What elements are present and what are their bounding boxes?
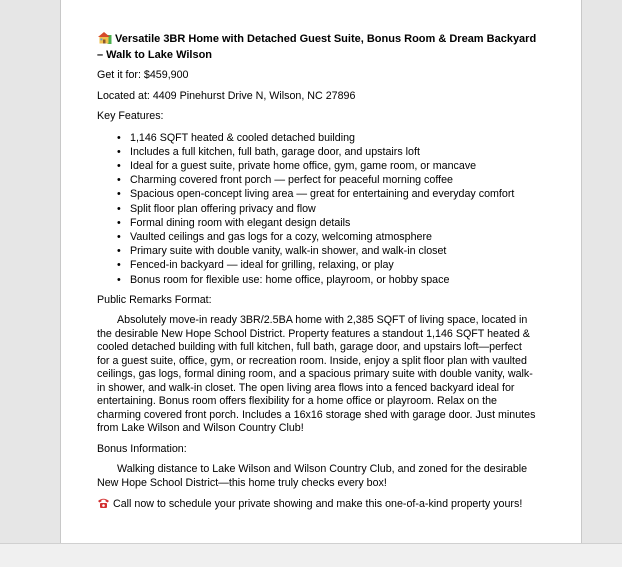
- call-to-action-text: Call now to schedule your private showing and make this one-of-a-kind property yours!: [113, 498, 523, 511]
- status-bar: [0, 543, 622, 567]
- list-item: • Split floor plan offering privacy and flow: [117, 202, 316, 215]
- list-item: • Includes a full kitchen, full bath, garage door, and upstairs loft: [117, 145, 420, 158]
- bullet-glyph: •: [117, 202, 121, 215]
- house-icon: [97, 31, 112, 49]
- bullet-glyph: •: [117, 174, 121, 187]
- bullet-glyph: •: [117, 188, 121, 201]
- bonus-heading: Bonus Information:: [97, 442, 187, 455]
- bullet-glyph: •: [117, 245, 121, 258]
- location-line: Located at: 4409 Pinehurst Drive N, Wilson, NC 27896: [97, 89, 356, 102]
- bullet-glyph: •: [117, 216, 121, 229]
- features-heading: Key Features:: [97, 110, 164, 122]
- list-item: • Primary suite with double vanity, walk-in shower, and walk-in closet: [117, 245, 447, 258]
- bullet-glyph: •: [117, 259, 121, 272]
- telephone-icon: [97, 497, 110, 514]
- bullet-glyph: •: [117, 159, 121, 172]
- list-item: • Vaulted ceilings and gas logs for a cozy, welcoming atmosphere: [117, 230, 432, 243]
- bullet-glyph: •: [117, 273, 121, 286]
- document-body: [97, 31, 537, 521]
- list-item: • Bonus room for flexible use: home office, playroom, or hobby space: [117, 273, 450, 286]
- bullet-glyph: •: [117, 145, 121, 158]
- features-list: [97, 131, 537, 287]
- list-item: • 1,146 SQFT heated & cooled detached building: [117, 131, 355, 144]
- list-item: • Ideal for a guest suite, private home office, gym, game room, or mancave: [117, 159, 477, 172]
- bullet-glyph: •: [117, 131, 121, 144]
- list-item: • Fenced-in backyard — ideal for grilling, relaxing, or play: [117, 259, 394, 272]
- list-item: • Formal dining room with elegant design details: [117, 216, 351, 229]
- listing-title: [97, 31, 537, 62]
- listing-title-text: Versatile 3BR Home with Detached Guest Suite, Bonus Room & Dream Backyard – Walk to Lake Wilson: [97, 33, 537, 61]
- remarks-paragraph: Absolutely move-in ready 3BR/2.5BA home with 2,385 SQFT of living space, located in the desirable New Hope School District. Property features a standout 1,146 SQFT heated & cooled detached building with full kitchen, full bath, garage door, and upstairs loft—perfect for a guest suite, office, gym, or recreation room. Inside, enjoy a split floor plan with vaulted ceilings, gas logs, formal dining room, and a spacious primary suite with double vanity, walk-in shower, and walk-in closet. The open living area flows into a fenced backyard ideal for entertaining. Bonus room offers flexibility for a home office or playroom. Relax on the charming covered front porch. Includes a 16x16 storage shed with garage door. Just minutes from Lake Wilson and Wilson Country Club!: [97, 314, 536, 435]
- list-item: • Charming covered front porch — perfect for peaceful morning coffee: [117, 174, 453, 187]
- document-page: [60, 0, 582, 543]
- price-line: Get it for: $459,900: [97, 69, 189, 81]
- bullet-glyph: •: [117, 230, 121, 243]
- list-item: • Spacious open-concept living area — great for entertaining and everyday comfort: [117, 188, 515, 201]
- call-to-action: [97, 497, 537, 514]
- bonus-paragraph: Walking distance to Lake Wilson and Wilson Country Club, and zoned for the desirable New Hope School District—this home truly checks every box!: [97, 463, 528, 489]
- remarks-heading: Public Remarks Format:: [97, 293, 212, 306]
